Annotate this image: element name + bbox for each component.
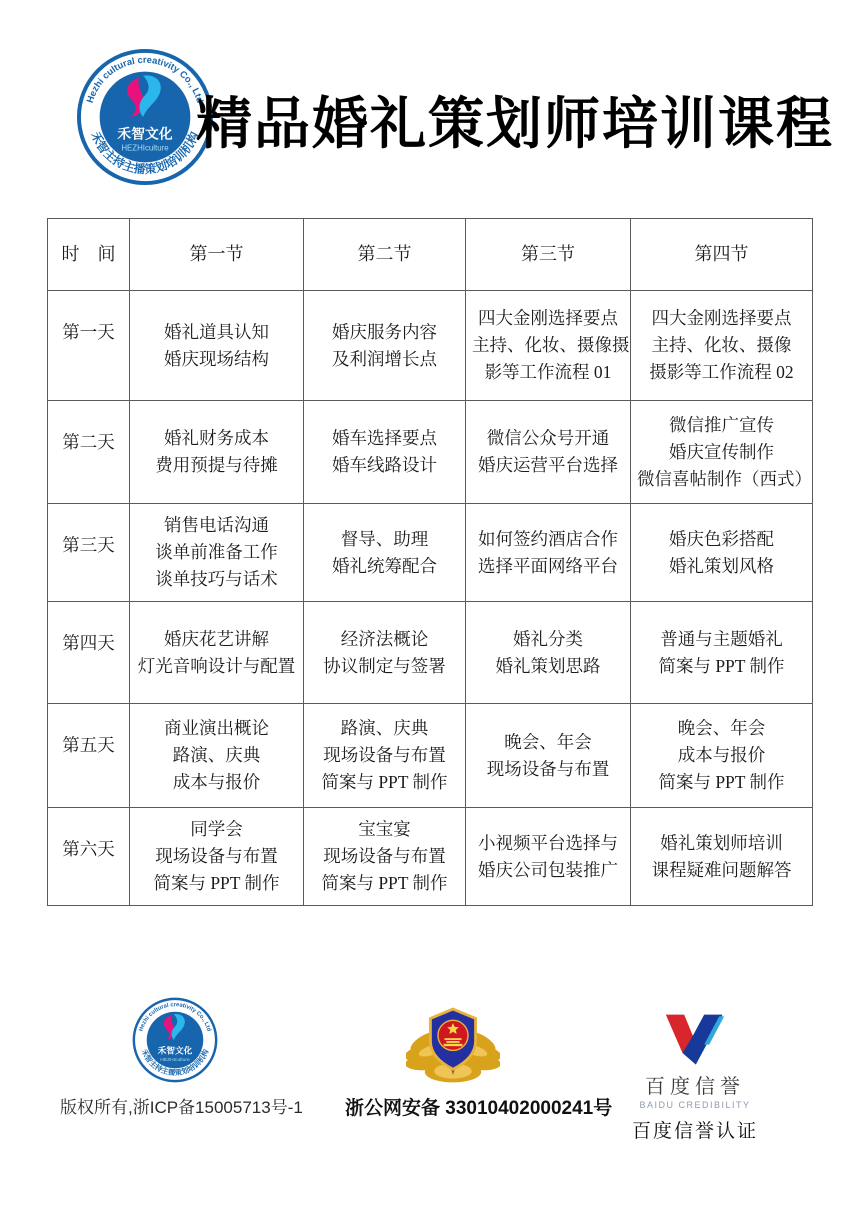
course-cell: 晚会、年会 成本与报价 简案与 PPT 制作 — [631, 704, 813, 808]
course-cell: 经济法概论 协议制定与签署 — [304, 602, 466, 704]
course-cell: 婚车选择要点 婚车线路设计 — [304, 401, 466, 504]
course-cell: 小视频平台选择与 婚庆公司包装推广 — [466, 808, 631, 906]
day-label-6: 第六天 — [48, 808, 130, 906]
day-label-1: 第一天 — [48, 291, 130, 401]
course-cell: 如何签约酒店合作 选择平面网络平台 — [466, 504, 631, 602]
hezhi-logo-footer — [132, 997, 218, 1083]
course-cell: 婚庆花艺讲解 灯光音响设计与配置 — [130, 602, 304, 704]
course-cell: 婚礼分类 婚礼策划思路 — [466, 602, 631, 704]
table-row — [48, 808, 813, 906]
day-label-5: 第五天 — [48, 704, 130, 808]
hezhi-logo — [76, 48, 214, 186]
police-badge-icon — [406, 997, 500, 1085]
day-label-3: 第三天 — [48, 504, 130, 602]
column-header-2: 第二节 — [304, 219, 466, 291]
day-label-4: 第四天 — [48, 602, 130, 704]
footer-police-block — [345, 997, 613, 1120]
table-row — [48, 401, 813, 504]
footer-copyright-block — [60, 997, 303, 1118]
baidu-credibility-icon — [651, 1008, 739, 1068]
table-row — [48, 602, 813, 704]
course-cell: 微信公众号开通 婚庆运营平台选择 — [466, 401, 631, 504]
police-record-text: 浙公网安备 33010402000241号 — [345, 1098, 613, 1119]
course-cell: 婚礼财务成本 费用预提与待摊 — [130, 401, 304, 504]
day-label-2: 第二天 — [48, 401, 130, 504]
course-cell: 婚礼道具认知 婚庆现场结构 — [130, 291, 304, 401]
table-row — [48, 291, 813, 401]
course-cell: 普通与主题婚礼 简案与 PPT 制作 — [631, 602, 813, 704]
icp-record-text: 版权所有,浙ICP备15005713号-1 — [60, 1098, 303, 1117]
course-cell: 婚庆服务内容 及利润增长点 — [304, 291, 466, 401]
footer-baidu-block — [625, 1008, 765, 1143]
course-cell: 督导、助理 婚礼统筹配合 — [304, 504, 466, 602]
baidu-credibility-cn: 百度信誉 — [645, 1076, 745, 1098]
column-header-1: 第一节 — [130, 219, 304, 291]
column-header-0: 时 间 — [48, 219, 130, 291]
table-row — [48, 504, 813, 602]
column-header-3: 第三节 — [466, 219, 631, 291]
course-cell: 路演、庆典 现场设备与布置 简案与 PPT 制作 — [304, 704, 466, 808]
course-cell: 晚会、年会 现场设备与布置 — [466, 704, 631, 808]
course-cell: 微信推广宣传 婚庆宣传制作 微信喜帖制作（西式） — [631, 401, 813, 504]
baidu-credibility-en: BAIDU CREDIBILITY — [639, 1100, 751, 1110]
column-header-4: 第四节 — [631, 219, 813, 291]
course-cell: 四大金刚选择要点 主持、化妆、摄像 摄影等工作流程 02 — [631, 291, 813, 401]
course-cell: 销售电话沟通 谈单前准备工作 谈单技巧与话术 — [130, 504, 304, 602]
course-cell: 四大金刚选择要点 主持、化妆、摄像摄 影等工作流程 01 — [466, 291, 631, 401]
course-cell: 宝宝宴 现场设备与布置 简案与 PPT 制作 — [304, 808, 466, 906]
course-cell: 同学会 现场设备与布置 简案与 PPT 制作 — [130, 808, 304, 906]
baidu-cert-text: 百度信誉认证 — [631, 1121, 758, 1142]
page-title: 精品婚礼策划师培训课程 — [196, 94, 834, 156]
course-table — [47, 218, 813, 906]
course-table-header-row — [48, 219, 813, 291]
course-cell: 婚礼策划师培训 课程疑难问题解答 — [631, 808, 813, 906]
table-row — [48, 704, 813, 808]
course-cell: 商业演出概论 路演、庆典 成本与报价 — [130, 704, 304, 808]
course-cell: 婚庆色彩搭配 婚礼策划风格 — [631, 504, 813, 602]
